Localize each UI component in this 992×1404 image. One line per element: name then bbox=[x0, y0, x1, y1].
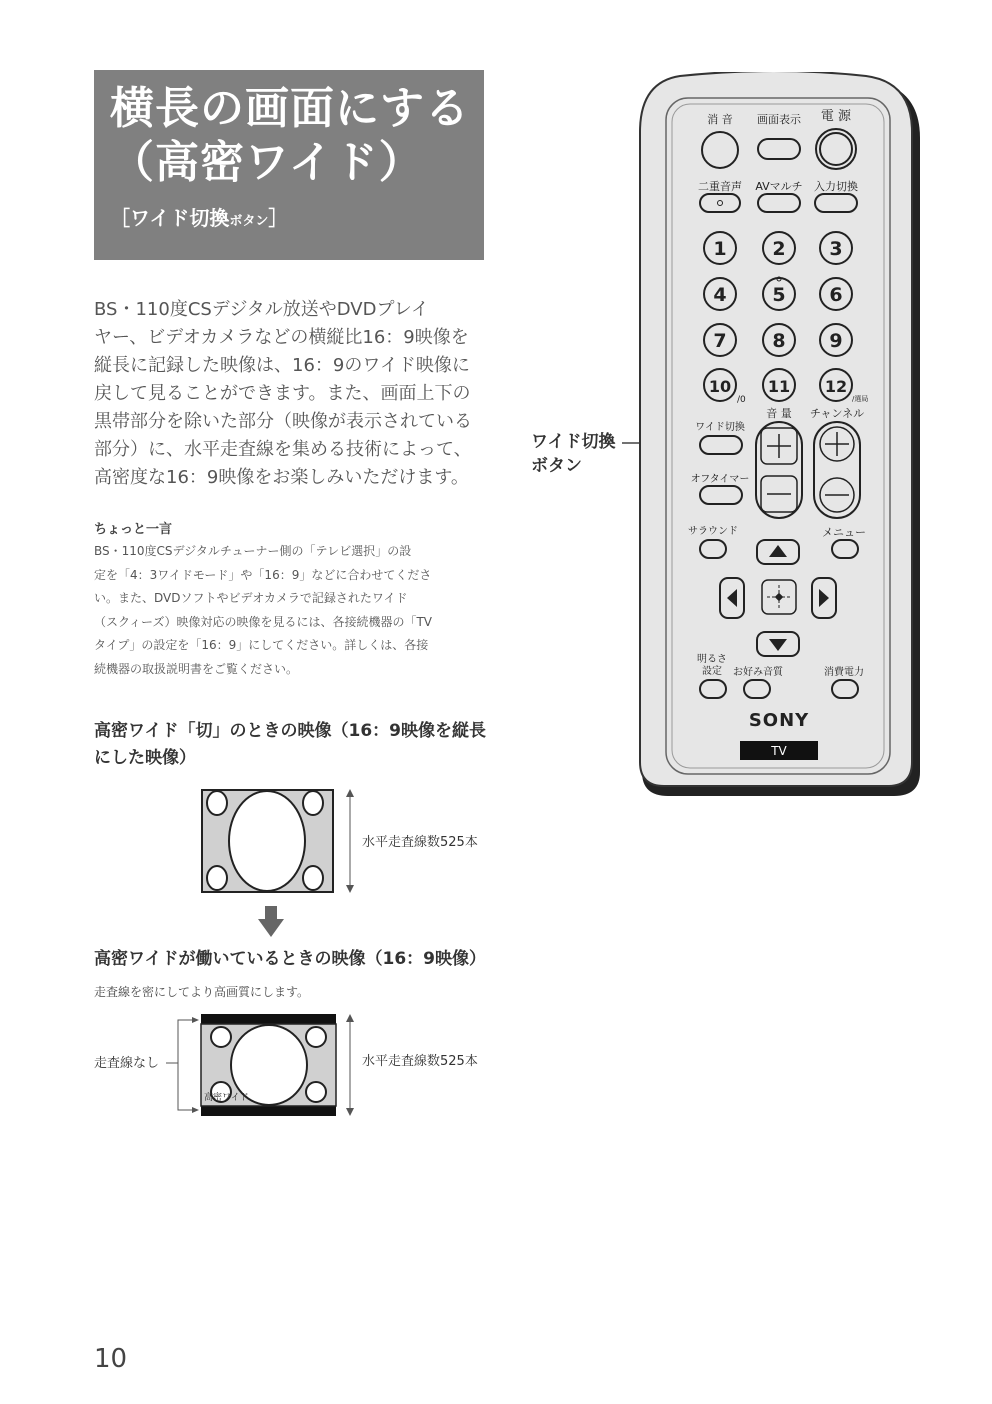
dual-audio-button[interactable] bbox=[700, 194, 740, 212]
arrow-right-icon bbox=[192, 1107, 199, 1113]
display-button[interactable] bbox=[758, 139, 800, 159]
intro-line: BS・110度CSデジタル放送やDVDプレイ bbox=[94, 299, 429, 320]
callout-line1: ワイド切換 bbox=[531, 432, 616, 452]
num-label: 6 bbox=[829, 284, 843, 306]
intro-line: 縦長に記録した映像は、16：9のワイド映像に bbox=[94, 355, 470, 376]
num-label: 5 bbox=[772, 284, 786, 306]
num-label: 8 bbox=[772, 330, 786, 352]
no-scanline-label: 走査線なし bbox=[94, 1056, 160, 1071]
arrow-up-icon bbox=[346, 789, 354, 797]
mute-button[interactable] bbox=[702, 132, 738, 168]
wide-label: ワイド切換 bbox=[695, 422, 745, 433]
brand-logo: SONY bbox=[748, 710, 810, 731]
diagram-on-heading: 高密ワイドが働いているときの映像（16：9映像） bbox=[94, 949, 486, 969]
brightness-label1: 明るさ bbox=[697, 654, 727, 665]
tip-line: （スクィーズ）映像対応の映像を見るには、各接続機器の「TV bbox=[94, 614, 432, 629]
diagram-on-note: 走査線を密にしてより高画質にします。 bbox=[94, 985, 310, 999]
channel-label: チャンネル bbox=[809, 407, 865, 420]
num-label: 10 bbox=[708, 377, 732, 396]
num-label: 2 bbox=[772, 238, 786, 260]
brightness-button[interactable] bbox=[700, 680, 726, 698]
input-button[interactable] bbox=[815, 194, 857, 212]
arrow-up-icon bbox=[346, 1014, 354, 1022]
power-button[interactable] bbox=[816, 129, 856, 169]
left-bracket bbox=[178, 1020, 197, 1110]
corner-circle bbox=[306, 1027, 326, 1047]
page-subtitle: ［ワイド切換ボタン］ bbox=[110, 206, 289, 230]
diagram-wide-on bbox=[94, 1010, 494, 1125]
tip-heading: ちょっと一言 bbox=[94, 522, 173, 537]
model-label: TV bbox=[771, 744, 787, 758]
tip-line: い。また、DVDソフトやビデオカメラで記録されたワイド bbox=[94, 591, 408, 605]
av-multi-label: AVマルチ bbox=[755, 180, 803, 193]
page-title-line2: （高密ワイド） bbox=[110, 137, 424, 188]
tip-line: BS・110度CSデジタルチューナー側の「テレビ選択」の設 bbox=[94, 544, 412, 558]
num-label: 12 bbox=[824, 377, 848, 396]
scanline-label: 水平走査線数525本 bbox=[362, 1054, 478, 1069]
menu-label: メニュー bbox=[822, 526, 866, 539]
num-label: 1 bbox=[713, 238, 727, 260]
arrow-down-icon bbox=[346, 1108, 354, 1116]
surround-label: サラウンド bbox=[688, 526, 738, 537]
num-label: 7 bbox=[713, 330, 727, 352]
diagram-off-heading-line1: 高密ワイド「切」のときの映像（16：9映像を縦長 bbox=[94, 721, 486, 741]
display-label: 画面表示 bbox=[757, 113, 801, 126]
power-save-button[interactable] bbox=[832, 680, 858, 698]
num-label: 9 bbox=[829, 330, 843, 352]
page-title-line1: 横長の画面にする bbox=[110, 83, 470, 134]
corner-circle bbox=[211, 1027, 231, 1047]
dual-audio-label: 二重音声 bbox=[698, 180, 742, 193]
arrow-right-icon bbox=[192, 1017, 199, 1023]
corner-circle bbox=[207, 866, 227, 890]
picture-label: お好み音質 bbox=[733, 667, 783, 678]
brightness-label2: 設定 bbox=[702, 666, 722, 677]
intro-line: 黒帯部分を除いた部分（映像が表示されている bbox=[94, 411, 472, 432]
corner-circle bbox=[303, 791, 323, 815]
intro-line: ヤー、ビデオカメラなどの横縦比16：9映像を bbox=[94, 327, 469, 348]
title-box bbox=[94, 70, 484, 260]
input-label: 入力切換 bbox=[814, 180, 858, 193]
intro-line: 高密度な16：9映像をお楽しみいただけます。 bbox=[94, 467, 469, 488]
tip-line: 続機器の取扱説明書をご覧ください。 bbox=[94, 661, 299, 676]
tip-line: タイプ」の設定を「16：9」にしてください。詳しくは、各接 bbox=[94, 638, 429, 652]
power-save-label: 消費電力 bbox=[824, 667, 864, 678]
callout-line2: ボタン bbox=[531, 456, 582, 476]
corner-circle bbox=[303, 866, 323, 890]
menu-button[interactable] bbox=[832, 540, 858, 558]
intro-line: 戻して見ることができます。また、画面上下の bbox=[94, 383, 471, 404]
corner-circle bbox=[306, 1082, 326, 1102]
page-number: 10 bbox=[94, 1344, 128, 1374]
diagram-off-heading-line2: にした映像） bbox=[94, 748, 196, 768]
surround-button[interactable] bbox=[700, 540, 726, 558]
av-multi-button[interactable] bbox=[758, 194, 800, 212]
num-label: 4 bbox=[713, 284, 727, 306]
down-arrow-icon bbox=[256, 905, 286, 941]
intro-line: 部分）に、水平走査線を集める技術によって、 bbox=[94, 439, 472, 460]
tip-text bbox=[94, 540, 489, 681]
mute-label: 消 音 bbox=[707, 113, 733, 126]
inner-label: 高密ワイド bbox=[204, 1093, 249, 1103]
center-ellipse bbox=[229, 791, 305, 891]
volume-label: 音 量 bbox=[766, 407, 792, 420]
wide-button-callout bbox=[531, 430, 616, 478]
picture-button[interactable] bbox=[744, 680, 770, 698]
wide-button[interactable] bbox=[700, 436, 742, 454]
power-label: 電 源 bbox=[820, 109, 852, 124]
intro-paragraph bbox=[94, 296, 489, 492]
off-timer-button[interactable] bbox=[700, 486, 742, 504]
arrow-down-icon bbox=[346, 885, 354, 893]
remote-control bbox=[636, 72, 926, 802]
corner-circle bbox=[207, 791, 227, 815]
off-timer-label: オフタイマー bbox=[690, 474, 750, 485]
num-suffix: /0 bbox=[737, 395, 746, 405]
scanline-label: 水平走査線数525本 bbox=[362, 835, 478, 850]
num-suffix: /選局 bbox=[852, 395, 869, 403]
diagram-wide-off bbox=[195, 785, 495, 900]
tip-line: 定を「4：3ワイドモード」や「16：9」などに合わせてくださ bbox=[94, 567, 432, 582]
num-label: 11 bbox=[767, 377, 791, 396]
num-label: 3 bbox=[829, 238, 843, 260]
